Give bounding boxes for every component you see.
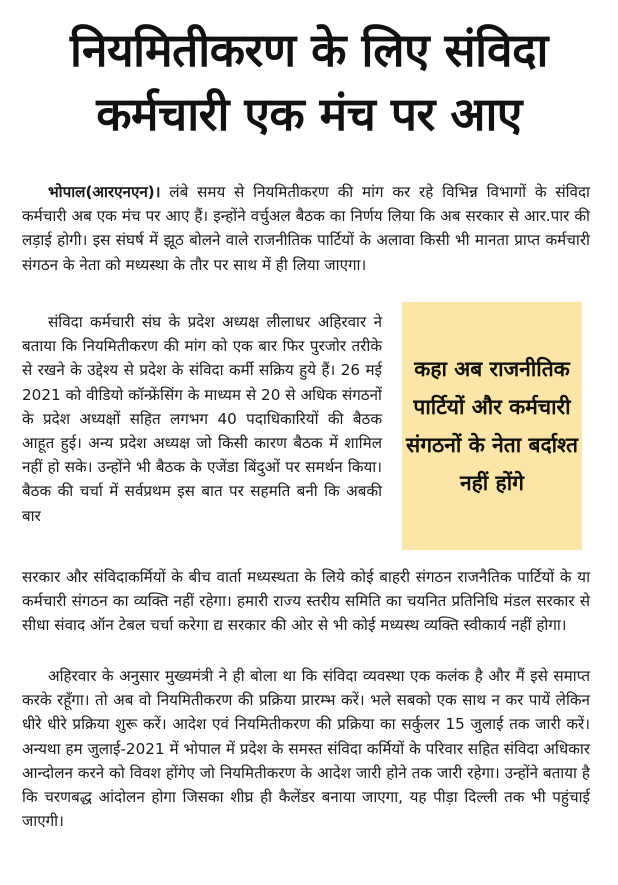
paragraph-3-text: सरकार और संविदाकर्मियों के बीच वार्ता मध्यस्थता के लिये कोई बाहरी संगठन राजनैतिक पार्टियों के या कर्मचारी संगठन का व्यक्ति नहीं रहेगा। हमारी राज्य स्तरीय समिति का चयनित प्रतिनिधि मंडल सरकार से सीधा संवाद ऑन टेबल चर्चा करेगा द्य सरकार की ओर से भी कोई मध्यस्थ व्यक्ति स्वीकार्य नहीं होगा।: [22, 568, 590, 635]
paragraph-2-text: संविदा कर्मचारी संघ के प्रदेश अध्यक्ष लीलाधर अहिरवार ने बताया कि नियमितीकरण की मांग को एक बार फिर पुरजोर तरीके से रखने के उद्देश्य से प्रदेश के संविदा कर्मी सक्रिय हुये हैं। 26 मई 2021 को वीडियो कॉन्फ्रेंसिंग के माध्यम से 20 से अधिक संगठनों के प्रदेश अध्यक्षों सहित लगभग 40 पदाधिकारियों की बैठक आहूत हुई। अन्य प्रदेश अध्यक्ष जो किसी कारण बैठक में शामिल नहीं हो सके। उन्होंने भी बैठक के एजेंडा बिंदुओं पर समर्थन किया। बैठक की चर्चा में सर्वप्रथम इस बात पर सहमति बनी कि अबकी बार: [22, 313, 382, 525]
headline: [0, 18, 618, 146]
article-paragraph-4: [22, 664, 590, 833]
article-paragraph-2: [22, 310, 382, 528]
article-paragraph-3: [22, 565, 590, 638]
dateline: भोपाल(आरएनएन)।: [48, 183, 161, 201]
pullquote-text: कहा अब राजनीतिक पार्टियों और कर्मचारी संगठनों के नेता बर्दाश्त नहीं होंगे: [406, 357, 578, 495]
pullquote-box: [402, 302, 582, 550]
paragraph-1-text: लंबे समय से नियमितीकरण की मांग कर रहे विभिन्न विभागों के संविदा कर्मचारी अब एक मंच पर आए हैं। इन्होंने वर्चुअल बैठक का निर्णय लिया कि अब सरकार से आर.पार की लड़ाई होगी। इस संघर्ष में झूठ बोलने वाले राजनीतिक पार्टियों के अलावा किसी भी मानता प्राप्त कर्मचारी संगठन के नेता को मध्यस्था के तौर पर साथ में ही लिया जाएगा।: [22, 183, 590, 274]
article-paragraph-1: [22, 180, 590, 277]
paragraph-4-text: अहिरवार के अनुसार मुख्यमंत्री ने ही बोला था कि संविदा व्यवस्था एक कलंक है और मैं इसे समाप्त करके रहूँगा। तो अब वो नियमितीकरण की प्रक्रिया प्रारम्भ करें। भले सबको एक साथ न कर पायें लेकिन धीरे धीरे प्रक्रिया शुरू करें। आदेश एवं नियमितीकरण की प्रक्रिया का सर्कुलर 15 जुलाई तक जारी करें। अन्यथा हम जुलाई-2021 में भोपाल में प्रदेश के समस्त संविदा कर्मियों के परिवार सहित संविदा अधिकार आन्दोलन करने को विवश होंगेए जो नियमितीकरण के आदेश जारी होने तक जारी रहेगा। उन्होंने बताया है कि चरणबद्ध आंदोलन होगा जिसका शीघ्र ही कैलेंडर बनाया जाएगा, यह पीड़ा दिल्ली तक भी पहुंचाई जाएगी।: [22, 667, 590, 831]
headline-line-1: नियमितीकरण के लिए संविदा: [70, 23, 548, 77]
headline-line-2: कर्मचारी एक मंच पर आए: [96, 87, 522, 141]
